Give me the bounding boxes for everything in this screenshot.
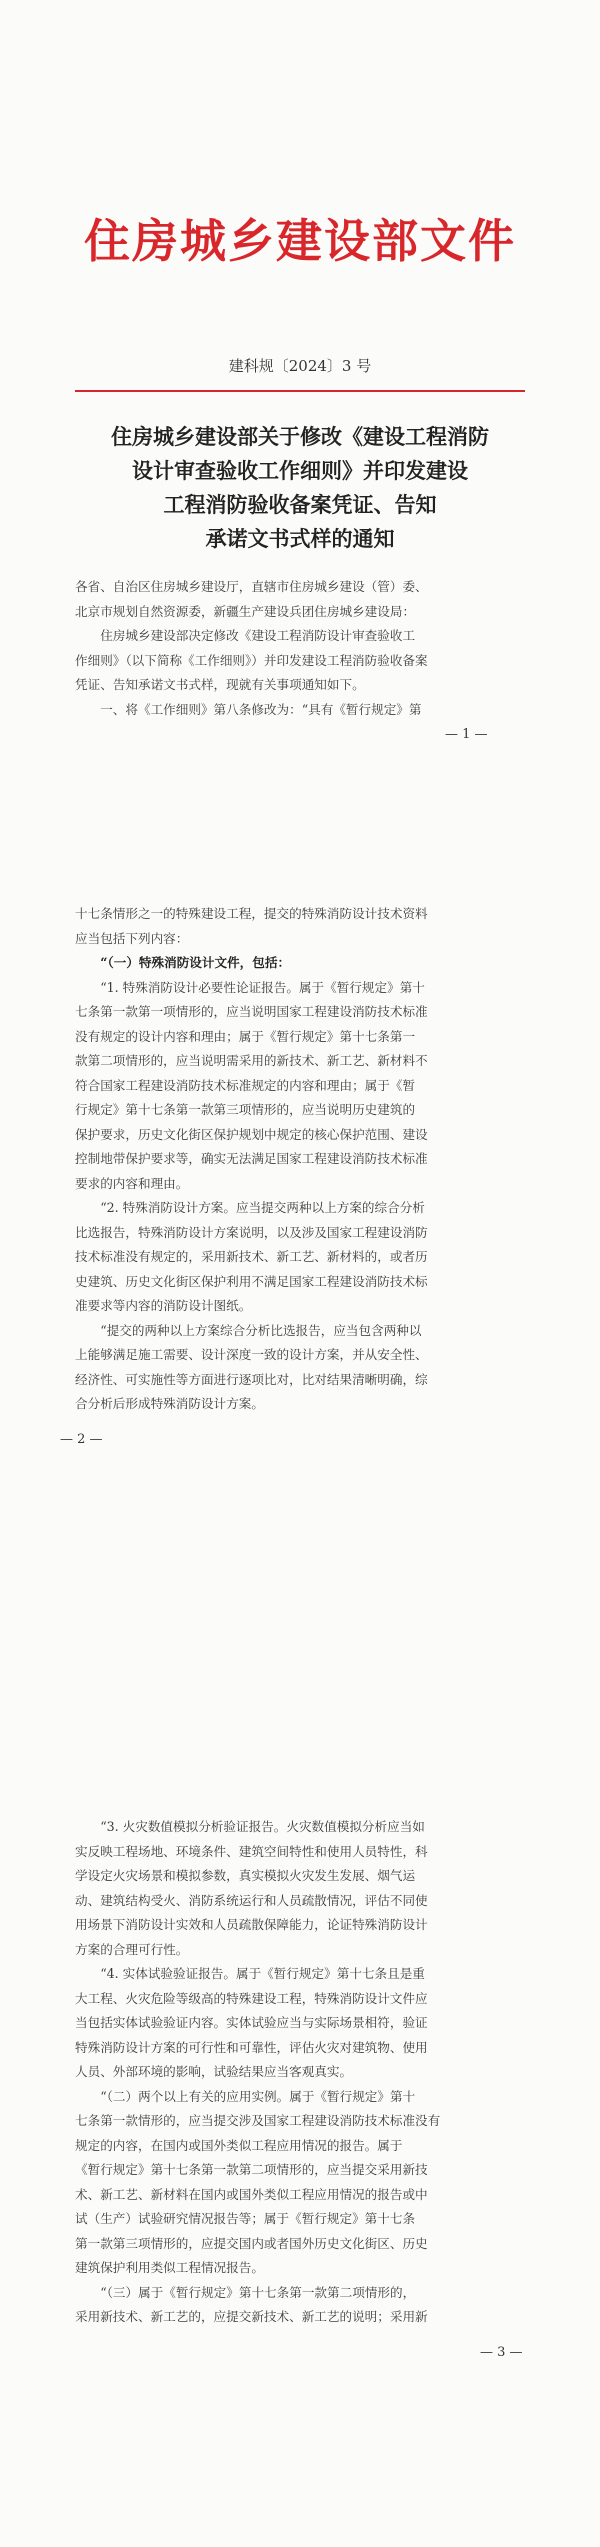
document-page-3	[0, 1692, 600, 2547]
body-line: 款第二项情形的，应当说明需采用的新技术、新工艺、新材料不	[75, 1053, 428, 1068]
body-line: 要求的内容和理由。	[75, 1175, 189, 1191]
body-line: 控制地带保护要求等，确实无法满足国家工程建设消防技术标准	[75, 1151, 428, 1166]
body-line: 上能够满足施工需要、设计深度一致的设计方案，并从安全性、	[75, 1347, 428, 1362]
body-line: 凭证、告知承诺文书式样，现就有关事项通知如下。	[75, 677, 365, 692]
body-line: 特殊消防设计方案的可行性和可靠性，评估火灾对建筑物、使用	[75, 2039, 428, 2055]
body-line: 史建筑、历史文化街区保护利用不满足国家工程建设消防技术标	[75, 1273, 428, 1289]
page-number: — 1 —	[445, 727, 488, 742]
body-line: 建筑保护利用类似工程情况报告。	[75, 2260, 264, 2275]
body-line: 人员、外部环境的影响，试验结果应当客观真实。	[75, 2064, 353, 2079]
body-line: 采用新技术、新工艺的，应提交新技术、新工艺的说明；采用新	[75, 2309, 428, 2324]
body-line: “（二）两个以上有关的应用实例。属于《暂行规定》第十	[75, 2088, 416, 2104]
body-line: 用场景下消防设计实效和人员疏散保障能力，论证特殊消防设计	[75, 1917, 428, 1932]
body-line: 没有规定的设计内容和理由；属于《暂行规定》第十七条第一	[75, 1028, 416, 1044]
body-line: 七条第一款情形的，应当提交涉及国家工程建设消防技术标准没有	[75, 2113, 441, 2128]
page-number: — 3 —	[480, 2345, 523, 2360]
notice-title	[90, 420, 510, 556]
body-line: 实反映工程场地、环境条件、建筑空间特性和使用人员特性，科	[75, 1843, 428, 1859]
page-3-body	[75, 1815, 525, 2330]
body-line: 术、新工艺、新材料在国内或国外类似工程应用情况的报告或中	[75, 2186, 428, 2202]
body-line: “2. 特殊消防设计方案。应当提交两种以上方案的综合分析	[75, 1200, 425, 1215]
body-line: “3. 火灾数值模拟分析验证报告。火灾数值模拟分析应当如	[75, 1819, 425, 1834]
body-line: 北京市规划自然资源委，新疆生产建设兵团住房城乡建设局：	[75, 603, 416, 619]
page-2-body	[75, 902, 525, 1417]
body-line: “（一）特殊消防设计文件，包括：	[75, 955, 291, 970]
body-line: 试（生产）试验研究情况报告等；属于《暂行规定》第十七条	[75, 2211, 416, 2226]
document-page-1	[0, 0, 600, 846]
body-line: 经济性、可实施性等方面进行逐项比对，比对结果清晰明确，综	[75, 1371, 428, 1387]
body-line: 行规定》第十七条第一款第三项情形的，应当说明历史建筑的	[75, 1102, 416, 1117]
document-number: 建科规〔2024〕3 号	[228, 357, 372, 375]
body-line: 学设定火灾场景和模拟参数，真实模拟火灾发生发展、烟气运	[75, 1868, 416, 1883]
notice-title-line: 工程消防验收备案凭证、告知	[163, 492, 437, 517]
body-line: “4. 实体试验验证报告。属于《暂行规定》第十七条且是重	[75, 1966, 425, 1981]
notice-body	[75, 575, 525, 722]
body-line: 保护要求，历史文化街区保护规划中规定的核心保护范围、建设	[75, 1126, 428, 1142]
body-line: 第一款第三项情形的，应提交国内或者国外历史文化街区、历史	[75, 2235, 428, 2251]
body-line: 当包括实体试验验证内容。实体试验应当与实际场景相符，验证	[75, 2015, 428, 2030]
body-line: 准要求等内容的消防设计图纸。	[75, 1298, 252, 1313]
body-line: 动、建筑结构受火、消防系统运行和人员疏散情况，评估不同使	[75, 1892, 428, 1908]
body-line: 大工程、火灾危险等级高的特殊建设工程，特殊消防设计文件应	[75, 1990, 428, 2006]
body-line: “（三）属于《暂行规定》第十七条第一款第二项情形的，	[75, 2284, 416, 2300]
body-line: 比选报告，特殊消防设计方案说明，以及涉及国家工程建设消防	[75, 1224, 428, 1240]
body-line: 一、将《工作细则》第八条修改为：“具有《暂行规定》第	[75, 701, 422, 717]
notice-title-line: 设计审查验收工作细则》并印发建设	[132, 458, 468, 483]
body-line: 七条第一款第一项情形的，应当说明国家工程建设消防技术标准	[75, 1004, 428, 1019]
body-line: 方案的合理可行性。	[75, 1941, 189, 1957]
notice-title-line: 承诺文书式样的通知	[205, 526, 395, 551]
header-divider	[75, 390, 525, 392]
body-line: 技术标准没有规定的，采用新技术、新工艺、新材料的，或者历	[75, 1249, 428, 1264]
document-header-title: 住房城乡建设部文件	[84, 214, 516, 268]
page-number: — 2 —	[60, 1432, 103, 1447]
body-line: 《暂行规定》第十七条第一款第二项情形的，应当提交采用新技	[75, 2162, 428, 2177]
body-line: 十七条情形之一的特殊建设工程，提交的特殊消防设计技术资料	[75, 906, 428, 921]
body-line: 作细则》（以下简称《工作细则》）并印发建设工程消防验收备案	[75, 652, 428, 668]
body-line: “提交的两种以上方案综合分析比选报告，应当包含两种以	[75, 1322, 422, 1338]
notice-title-line: 住房城乡建设部关于修改《建设工程消防	[111, 424, 489, 449]
body-line: 应当包括下列内容：	[75, 930, 189, 946]
body-line: “1. 特殊消防设计必要性论证报告。属于《暂行规定》第十	[75, 979, 425, 995]
body-line: 合分析后形成特殊消防设计方案。	[75, 1396, 264, 1411]
body-line: 各省、自治区住房城乡建设厅，直辖市住房城乡建设（管）委、	[75, 579, 428, 594]
document-page-2	[0, 846, 600, 1692]
body-line: 规定的内容，在国内或国外类似工程应用情况的报告。属于	[75, 2137, 403, 2153]
body-line: 符合国家工程建设消防技术标准规定的内容和理由；属于《暂	[75, 1077, 416, 1093]
body-line: 住房城乡建设部决定修改《建设工程消防设计审查验收工	[75, 628, 416, 643]
